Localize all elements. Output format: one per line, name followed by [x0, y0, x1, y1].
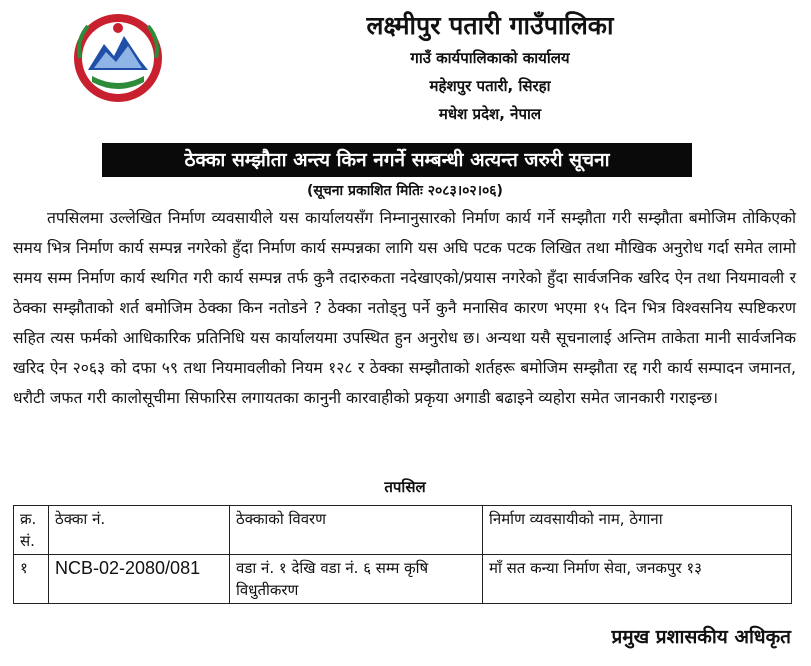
table-row	[14, 555, 792, 604]
annex-title: तपसिल	[384, 478, 426, 496]
letterhead	[210, 8, 770, 128]
cell-contractor: माँ सत कन्या निर्माण सेवा, जनकपुर १३	[483, 555, 792, 604]
organization-name: लक्ष्मीपुर पतारी गाउँपालिका	[366, 11, 614, 40]
cell-contract-no: NCB-02-2080/081	[49, 555, 230, 604]
contract-table	[13, 505, 792, 604]
published-date: (सूचना प्रकाशित मितिः २०८३।०२।०६)	[307, 183, 503, 199]
column-header-contractor: निर्माण व्यवसायीको नाम, ठेगाना	[483, 506, 792, 555]
cell-sn: १	[14, 555, 49, 604]
column-header-sn: क्र. सं.	[14, 506, 49, 555]
signatory-title: प्रमुख प्रशासकीय अधिकृत	[611, 626, 791, 648]
column-header-contract-no: ठेक्का नं.	[49, 506, 230, 555]
office-name: गाउँ कार्यपालिकाको कार्यालय	[410, 49, 570, 67]
notice-body: तपसिलमा उल्लेखित निर्माण व्यवसायीले यस कार्यालयसँग निम्नानुसारको निर्माण कार्य गर्ने सम्झौता गरी सम्झौता बमोजिम तोकिएको समय भित्र निर्माण कार्य सम्पन्न नगरेको हुँदा निर्माण कार्य सम्पन्नका लागि यस अघि पटक पटक लिखित तथा मौखिक अनुरोध गर्दा समेत लामो समय सम्म निर्माण कार्य स्थगित गरी कार्य सम्पन्न तर्फ कुनै तदारुकता नदेखाएको/प्रयास नगरेको हुँदा सार्वजनिक खरिद ऐन तथा नियमावली र ठेक्का सम्झौताको शर्त बमोजिम ठेक्का किन नतोडने ? ठेक्का नतोड्नु पर्ने कुनै मनासिव कारण भएमा १५ दिन भित्र विश्वसनिय स्पष्टिकरण सहित त्यस फर्मको आधिकारिक प्रतिनिधि यस कार्यालयमा उपस्थित हुन अनुरोध छ। अन्यथा यसै सूचनालाई अन्तिम ताकेता मानी सार्वजनिक खरिद ऐन २०६३ को दफा ५९ तथा नियमावलीको नियम १२८ र ठेक्का सम्झौताको शर्तहरू बमोजिम सम्झौता रद्द गरी कार्य सम्पादन जमानत, धरौटी जफत गरी कालोसूचीमा सिफारिस लगायतका कानुनी कारवाहीको प्रकृया अगाडी बढाइने व्यहोरा समेत जानकारी गराइन्छ।	[13, 209, 796, 407]
cell-description: वडा नं. १ देखि वडा नं. ६ सम्म कृषि विधुतीकरण	[230, 555, 483, 604]
nepal-emblem-icon	[70, 10, 166, 106]
province-line: मधेश प्रदेश, नेपाल	[438, 105, 542, 123]
table-header-row	[14, 506, 792, 555]
column-header-description: ठेक्काको विवरण	[230, 506, 483, 555]
notice-title: ठेक्का सम्झौता अन्त्य किन नगर्ने सम्बन्धी अत्यन्त जरुरी सूचना	[102, 143, 692, 177]
office-address: महेशपुर पतारी, सिरहा	[429, 77, 551, 95]
